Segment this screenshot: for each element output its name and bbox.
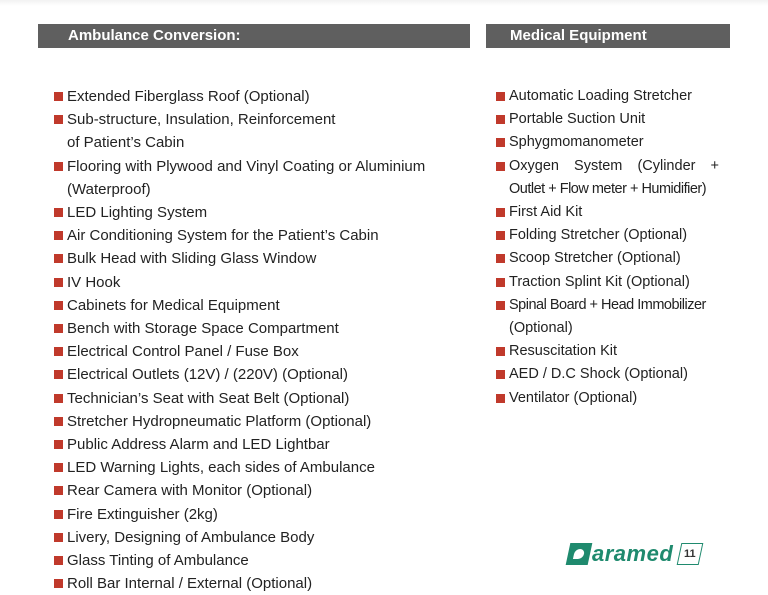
bullet-icon <box>54 486 63 495</box>
list-item: Traction Splint Kit (Optional) <box>496 271 730 294</box>
top-edge-shadow <box>0 0 768 6</box>
bullet-icon <box>54 301 63 310</box>
bullet-icon <box>54 556 63 565</box>
bullet-icon <box>54 579 63 588</box>
bullet-icon <box>496 301 505 310</box>
list-item: Oxygen System (Cylinder + <box>496 155 730 178</box>
bullet-icon <box>54 162 63 171</box>
medical-equipment-list <box>486 85 730 410</box>
list-item: Technician’s Seat with Seat Belt (Optional) <box>54 387 470 410</box>
medical-equipment-section <box>486 24 730 410</box>
paramed-logo-mark-icon <box>566 543 593 565</box>
bullet-icon <box>496 254 505 263</box>
list-item: Sphygmomanometer <box>496 131 730 154</box>
list-item: LED Warning Lights, each sides of Ambulance <box>54 456 470 479</box>
bullet-icon <box>54 370 63 379</box>
bullet-icon <box>496 115 505 124</box>
bullet-icon <box>54 394 63 403</box>
list-item: Electrical Control Panel / Fuse Box <box>54 340 470 363</box>
ambulance-conversion-section <box>38 24 470 595</box>
list-item: Cabinets for Medical Equipment <box>54 294 470 317</box>
list-item: Folding Stretcher (Optional) <box>496 224 730 247</box>
list-item: Roll Bar Internal / External (Optional) <box>54 572 470 595</box>
bullet-icon <box>496 138 505 147</box>
bullet-icon <box>496 370 505 379</box>
list-item: Electrical Outlets (12V) / (220V) (Optional) <box>54 363 470 386</box>
bullet-icon <box>54 533 63 542</box>
bullet-icon <box>54 440 63 449</box>
page-number: 11 <box>684 548 697 560</box>
list-item-continuation: (Waterproof) <box>67 180 151 198</box>
list-item: Spinal Board + Head Immobilizer <box>496 294 730 317</box>
logo-text: aramed <box>592 541 674 566</box>
bullet-icon <box>496 394 505 403</box>
bullet-icon <box>54 208 63 217</box>
medical-equipment-heading: Medical Equipment <box>486 24 730 48</box>
list-item: Portable Suction Unit <box>496 108 730 131</box>
list-item: First Aid Kit <box>496 201 730 224</box>
list-item: Stretcher Hydropneumatic Platform (Optional) <box>54 410 470 433</box>
list-item: Rear Camera with Monitor (Optional) <box>54 479 470 502</box>
list-item: IV Hook <box>54 271 470 294</box>
list-item: Bench with Storage Space Compartment <box>54 317 470 340</box>
list-item: Livery, Designing of Ambulance Body <box>54 526 470 549</box>
bullet-icon <box>54 231 63 240</box>
bullet-icon <box>54 347 63 356</box>
bullet-icon <box>496 208 505 217</box>
list-item: Automatic Loading Stretcher <box>496 85 730 108</box>
list-item: Bulk Head with Sliding Glass Window <box>54 247 470 270</box>
bullet-icon <box>54 92 63 101</box>
page-number-badge <box>677 543 704 565</box>
list-item: Fire Extinguisher (2kg) <box>54 503 470 526</box>
list-item-continuation: (Optional) <box>509 320 573 337</box>
bullet-icon <box>54 510 63 519</box>
list-item: Ventilator (Optional) <box>496 387 730 410</box>
list-item: Resuscitation Kit <box>496 340 730 363</box>
bullet-icon <box>496 231 505 240</box>
list-item: Public Address Alarm and LED Lightbar <box>54 433 470 456</box>
bullet-icon <box>496 92 505 101</box>
bullet-icon <box>54 417 63 426</box>
ambulance-conversion-heading: Ambulance Conversion: <box>38 24 470 48</box>
list-item: Flooring with Plywood and Vinyl Coating or Aluminium <box>54 155 470 178</box>
list-item: Sub-structure, Insulation, Reinforcement <box>54 108 470 131</box>
list-item: Glass Tinting of Ambulance <box>54 549 470 572</box>
ambulance-conversion-list <box>38 85 470 595</box>
paramed-logo <box>568 540 701 568</box>
bullet-icon <box>54 278 63 287</box>
bullet-icon <box>54 115 63 124</box>
bullet-icon <box>54 254 63 263</box>
list-item: Extended Fiberglass Roof (Optional) <box>54 85 470 108</box>
list-item: AED / D.C Shock (Optional) <box>496 363 730 386</box>
bullet-icon <box>496 162 505 171</box>
list-item: Air Conditioning System for the Patient’s Cabin <box>54 224 470 247</box>
list-item: LED Lighting System <box>54 201 470 224</box>
bullet-icon <box>54 324 63 333</box>
list-item-continuation: Outlet + Flow meter + Humidifier) <box>509 180 707 197</box>
bullet-icon <box>54 463 63 472</box>
list-item: Scoop Stretcher (Optional) <box>496 247 730 270</box>
list-item-continuation: of Patient’s Cabin <box>67 134 185 152</box>
bullet-icon <box>496 347 505 356</box>
bullet-icon <box>496 278 505 287</box>
